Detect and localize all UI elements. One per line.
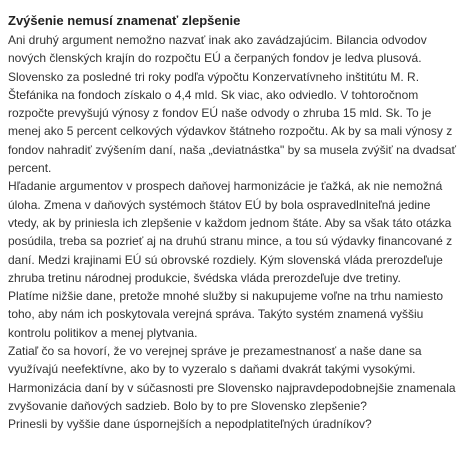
- paragraph-4: [8, 342, 458, 379]
- text-line: nových členských krajín do rozpočtu EÚ a čerpaných fondov je ledva plusová.: [8, 51, 422, 66]
- paragraph-6: [8, 415, 458, 433]
- paragraph-1: [8, 31, 458, 177]
- text-line: posúdila, treba sa pozrieť aj na druhú stranu mince, a tou sú výdavky financované z: [8, 234, 453, 249]
- paragraph-3: [8, 287, 458, 342]
- text-line: Ani druhý argument nemožno nazvať inak ako zavádzajúcim. Bilancia odvodov: [8, 33, 427, 47]
- paragraph-5: [8, 379, 458, 416]
- text-line: Zatiaľ čo sa hovorí, že vo verejnej správe je prezamestnanosť a naše dane sa: [8, 344, 422, 359]
- text-line: Harmonizácia daní by v súčasnosti pre Slovensko najpravdepodobnejšie znamenala: [8, 380, 456, 395]
- text-line: menej ako 5 percent celkových výdavkov štátneho rozpočtu. Ak by sa mali výnosy z: [8, 124, 453, 139]
- text-line: kontrolu politikov a menej plytvania.: [8, 325, 198, 340]
- text-line: úloha. Zmena v daňových systémoch štátov EÚ by bola ospravedlniteľná jedine: [8, 197, 431, 212]
- text-line: zvyšovanie daňových sadzieb. Bolo by to pre Slovensko zlepšenie?: [8, 398, 367, 413]
- text-line: daní. Medzi krajinami EÚ sú obrovské rozdiely. Kým slovenská vláda prerozdeľuje: [8, 252, 443, 267]
- text-line: Slovensko za posledné tri roky podľa výpočtu Konzervatívneho inštitútu M. R.: [8, 69, 420, 84]
- text-line: využívajú neefektívne, ako by to vyzeralo s daňami dvakrát takými vysokými.: [8, 362, 416, 377]
- article-body: [8, 31, 458, 434]
- text-line: Štefánika na fondoch získalo o 4,4 mld. Sk viac, ako odviedlo. V tohtoročnom: [8, 87, 419, 102]
- text-line: Platíme nižšie dane, pretože mnohé služby si nakupujeme voľne na trhu namiesto: [8, 289, 444, 304]
- paragraph-2: [8, 177, 458, 287]
- text-line: Hľadanie argumentov v prospech daňovej harmonizácie je ťažká, ak nie nemožná: [8, 179, 443, 194]
- text-line: zhruba tretinu národnej produkcie, švédska vláda prerozdeľuje dve tretiny.: [8, 270, 401, 285]
- text-line: vtedy, ak by priniesla ich zlepšenie v každom jednom štáte. Aby sa však táto otázka: [8, 215, 452, 230]
- text-line: toho, aby nám ich poskytovala verejná správa. Takýto systém znamená vyššiu: [8, 307, 424, 322]
- text-line: percent.: [8, 161, 52, 176]
- text-line: rozpočte prevyšujú výnosy z fondov EÚ naše odvody o zhruba 15 mld. Sk. To je: [8, 106, 432, 121]
- text-line: Prinesli by vyššie dane úspornejších a nepodplatiteľných úradníkov?: [8, 417, 372, 432]
- text-line: fondov nahradiť zvýšením daní, naša „deviatnástka" by sa musela zvýšiť na dvadsať: [8, 142, 456, 157]
- article-title: Zvýšenie nemusí znamenať zlepšenie: [8, 13, 241, 28]
